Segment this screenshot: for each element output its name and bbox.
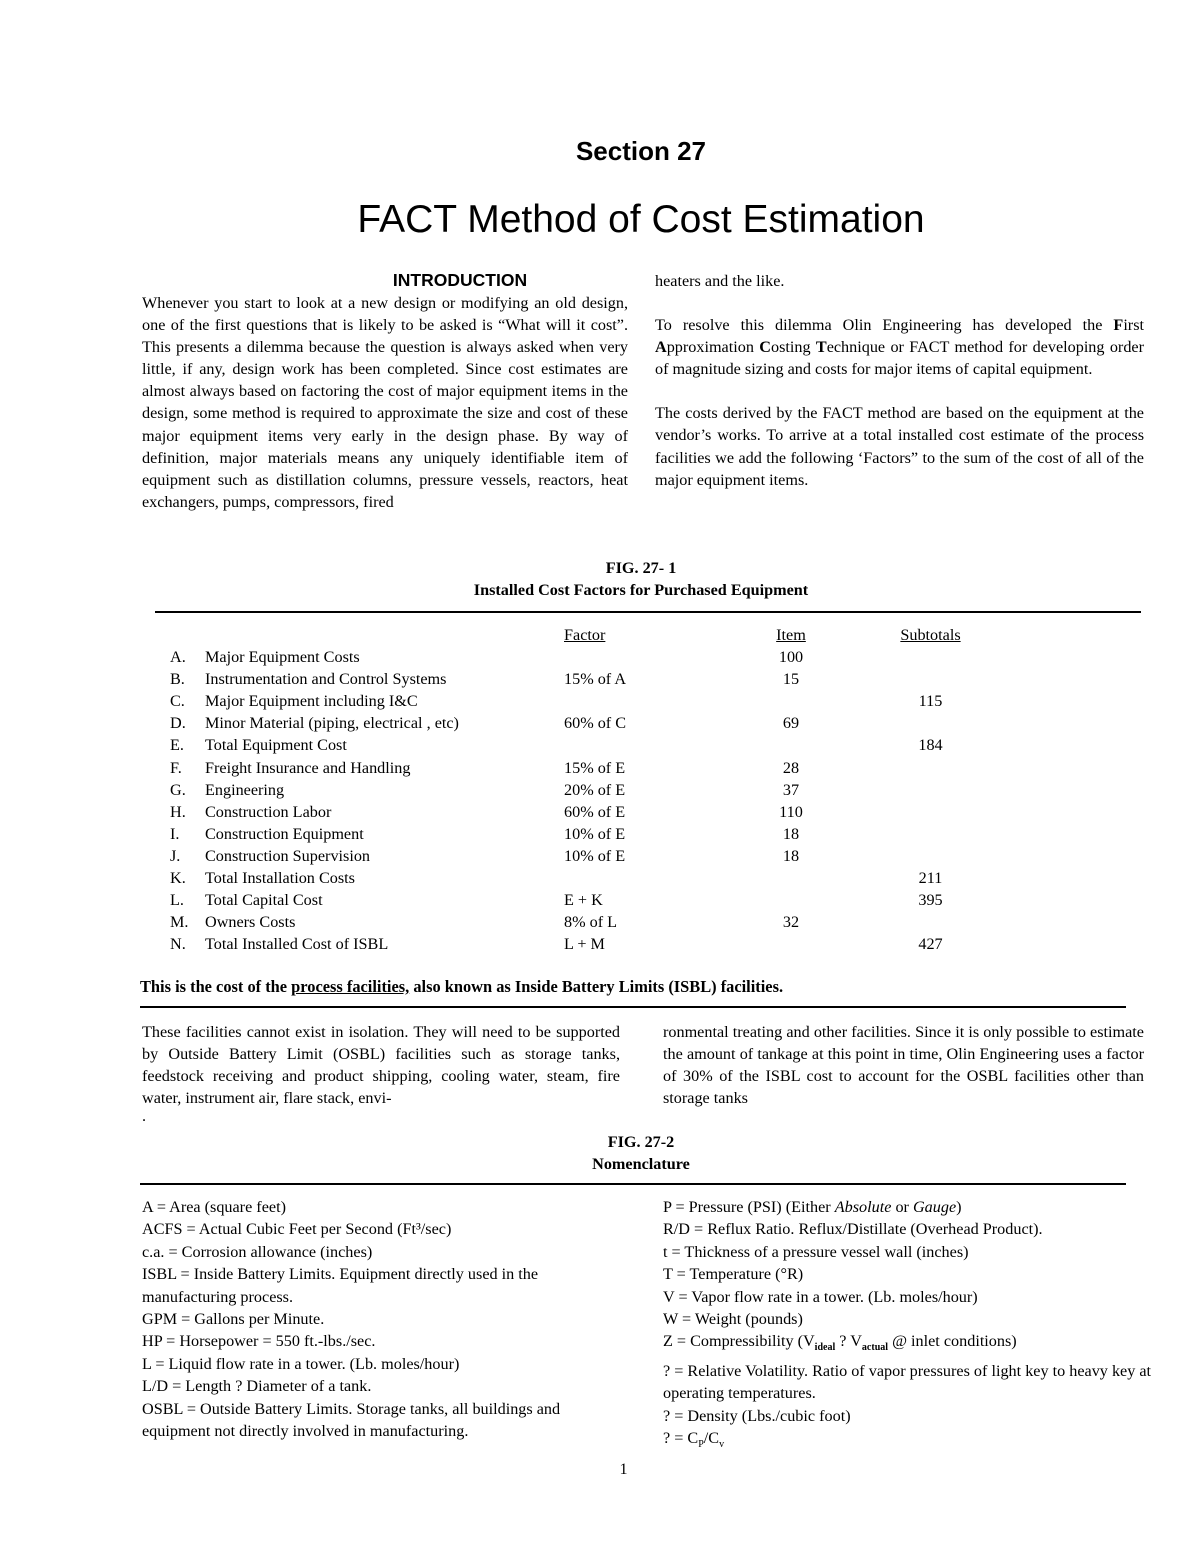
row-item: 110 xyxy=(779,802,803,821)
row-item: 18 xyxy=(782,824,800,843)
row-factor: 20% of E xyxy=(564,780,626,799)
osbl-right-column xyxy=(663,1021,1144,1109)
row-letter: L. xyxy=(170,891,184,910)
fig2-caption: Nomenclature xyxy=(592,1155,690,1173)
row-subtotal: 427 xyxy=(918,935,943,954)
acronym-word: pproximation xyxy=(666,338,760,357)
row-description: Construction Labor xyxy=(205,802,332,821)
row-description: Total Equipment Cost xyxy=(205,736,347,755)
nomenclature-entry: HP = Horsepower = 550 ft.-lbs./sec. xyxy=(142,1332,376,1351)
cost-row xyxy=(170,933,1130,955)
row-letter: A. xyxy=(170,648,186,667)
row-letter: I. xyxy=(170,824,180,843)
nomenclature-entry: GPM = Gallons per Minute. xyxy=(142,1310,325,1329)
paragraph-text: To resolve this dilemma Olin Engineering has developed the xyxy=(655,316,1114,335)
intro-continuation: heaters and the like. xyxy=(655,272,785,290)
fig1-top-rule xyxy=(155,611,1141,613)
subscript: actual xyxy=(861,1342,889,1354)
nomenclature-right-column xyxy=(663,1196,1153,1457)
nomenclature-entry: OSBL = Outside Battery Limits. Storage tanks, all buildings and equipment not directly involved in manufacturing. xyxy=(142,1399,561,1441)
factor-header: Factor xyxy=(564,626,606,644)
cost-row xyxy=(170,668,1130,690)
acronym-letter: C xyxy=(759,338,771,357)
nomenclature-entry-compressibility xyxy=(663,1330,1153,1360)
process-facilities-term: process facilities, xyxy=(291,977,410,996)
row-factor: 10% of E xyxy=(564,824,626,843)
nomenclature-entry: R/D = Reflux Ratio. Reflux/Distillate (Overhead Product). xyxy=(663,1220,1043,1239)
cost-row xyxy=(170,823,1130,845)
nomenclature-entry: V = Vapor flow rate in a tower. (Lb. moles/hour) xyxy=(663,1287,978,1306)
nomenclature-entry: T = Temperature (°R) xyxy=(663,1265,804,1284)
cost-row xyxy=(170,646,1130,668)
entry-text: ? = C xyxy=(663,1429,699,1448)
acronym-word: irst xyxy=(1123,316,1144,335)
nomenclature-entry: A = Area (square feet) xyxy=(142,1198,286,1216)
nomenclature-entry: t = Thickness of a pressure vessel wall (inches) xyxy=(663,1242,969,1261)
entry-text: ) xyxy=(956,1198,962,1216)
entry-text: P = Pressure (PSI) (Either xyxy=(663,1198,835,1216)
acronym-word: echnique xyxy=(826,338,886,357)
row-item: 15 xyxy=(782,670,800,689)
subscript: v xyxy=(719,1439,725,1451)
nomenclature-entry: c.a. = Corrosion allowance (inches) xyxy=(142,1242,373,1261)
row-factor: 60% of C xyxy=(564,714,627,733)
intro-heading: INTRODUCTION xyxy=(392,270,528,290)
cost-row xyxy=(170,779,1130,801)
paragraph-text: or FACT method for developing order of magnitude sizing and costs for major items of capital equipment. xyxy=(655,338,1144,379)
nomenclature-entry: ? = Density (Lbs./cubic foot) xyxy=(663,1406,851,1425)
acronym-letter: T xyxy=(815,338,827,357)
cost-row xyxy=(170,845,1130,867)
osbl-left-column xyxy=(142,1021,620,1126)
row-description: Construction Supervision xyxy=(205,846,371,865)
nomenclature-entry: L = Liquid flow rate in a tower. (Lb. moles/hour) xyxy=(142,1354,460,1373)
row-factor: L + M xyxy=(564,935,605,954)
row-letter: N. xyxy=(170,935,186,954)
row-factor: 60% of E xyxy=(564,802,626,821)
osbl-paragraph-left: These facilities cannot exist in isolation. They will need to be supported by Outside Battery Limit (OSBL) facilities such as storage tanks, feedstock receiving and product shipping, cooling water, steam, fire water, instrument air, flare stack, envi- xyxy=(142,1023,620,1108)
cost-row xyxy=(170,889,1130,911)
row-description: Owners Costs xyxy=(205,913,296,932)
isbl-note xyxy=(140,977,783,997)
acronym-word: osting xyxy=(770,338,816,357)
row-item: 69 xyxy=(782,714,800,733)
cost-row xyxy=(170,734,1130,756)
cost-row xyxy=(170,712,1130,734)
row-description: Major Equipment Costs xyxy=(205,648,360,667)
cost-row xyxy=(170,690,1130,712)
row-description: Instrumentation and Control Systems xyxy=(205,670,447,689)
row-letter: J. xyxy=(170,846,181,865)
row-description: Total Installation Costs xyxy=(205,869,355,888)
row-description: Minor Material (piping, electrical , etc) xyxy=(205,714,459,733)
nomenclature-entry: ISBL = Inside Battery Limits. Equipment directly used in the manufacturing process. xyxy=(142,1265,539,1306)
row-description: Major Equipment including I&C xyxy=(205,692,418,711)
row-factor: 8% of L xyxy=(564,913,618,932)
row-subtotal: 395 xyxy=(918,891,943,910)
row-subtotal: 184 xyxy=(918,736,943,755)
entry-text: or xyxy=(891,1198,913,1216)
nomenclature-entry: L/D = Length ? Diameter of a tank. xyxy=(142,1377,372,1396)
row-subtotal: 211 xyxy=(918,869,943,888)
subscript: ideal xyxy=(814,1342,836,1354)
nomenclature-left-column xyxy=(142,1196,628,1442)
row-factor: 10% of E xyxy=(564,846,626,865)
row-letter: K. xyxy=(170,869,186,888)
item-header: Item xyxy=(776,626,806,644)
entry-text: @ inlet conditions) xyxy=(888,1332,1017,1351)
cost-table-header xyxy=(170,624,1130,646)
nomenclature-entry-pressure xyxy=(663,1196,1153,1218)
entry-text: Z = Compressibility (V xyxy=(663,1332,815,1351)
row-letter: C. xyxy=(170,692,185,711)
nomenclature-entry: W = Weight (pounds) xyxy=(663,1310,803,1329)
note-text: This is the cost of the xyxy=(140,977,292,996)
section-label: Section 27 xyxy=(575,136,707,166)
nomenclature-entry-cp-cv xyxy=(663,1427,1153,1457)
intro-left-column xyxy=(142,292,628,513)
cost-row xyxy=(170,911,1130,933)
intro-right-column xyxy=(655,270,1144,491)
intro-paragraph-3: The costs derived by the FACT method are based on the equipment at the vendor’s works. To arrive at a total installed cost estimate of the process facilities we add the following ‘Factors” to the sum of the cost of all of the major equipment items. xyxy=(655,404,1144,489)
entry-text: ? V xyxy=(835,1332,862,1351)
absolute-term: Absolute xyxy=(834,1198,892,1216)
fig2-top-rule xyxy=(140,1183,1126,1185)
cost-table-body xyxy=(170,646,1130,955)
cost-row xyxy=(170,801,1130,823)
acronym-letter: F xyxy=(1113,316,1124,335)
row-letter: B. xyxy=(170,670,185,689)
intro-paragraph-1: Whenever you start to look at a new design or modifying an old design, one of the first questions that is likely to be asked is “What will it cost”. This presents a dilemma because the question is always asked when very little, if any, design work has been completed. Since cost estimates are almost always based on factoring the cost of major equipment items in the design, some method is required to approximate the size and cost of these major equipment items very early in the design phase. By way of definition, major materials means any uniquely identifiable item of equipment such as distillation columns, pressure vessels, reactors, heat exchangers, pumps, compressors, fired xyxy=(142,294,628,511)
row-letter: H. xyxy=(170,802,186,821)
osbl-trailing-dot: . xyxy=(142,1107,147,1126)
intro-paragraph-2 xyxy=(655,314,1144,380)
cost-factor-table xyxy=(170,624,1130,955)
row-description: Total Capital Cost xyxy=(205,891,323,910)
subscript: P xyxy=(698,1439,704,1451)
row-factor: E + K xyxy=(564,891,603,910)
row-factor: 15% of E xyxy=(564,758,626,777)
subtotal-header: Subtotals xyxy=(900,626,961,644)
row-description: Construction Equipment xyxy=(205,824,364,843)
fig2-label: FIG. 27-2 xyxy=(607,1133,675,1151)
row-description: Engineering xyxy=(205,780,285,799)
row-item: 100 xyxy=(778,648,804,667)
acronym-letter: A xyxy=(655,338,667,357)
row-item: 32 xyxy=(782,913,800,932)
row-description: Freight Insurance and Handling xyxy=(205,758,411,777)
row-letter: G. xyxy=(170,780,186,799)
fig1-caption: Installed Cost Factors for Purchased Equipment xyxy=(473,581,809,599)
entry-text: /C xyxy=(703,1429,720,1448)
fig1-label: FIG. 27- 1 xyxy=(605,559,677,577)
row-description: Total Installed Cost of ISBL xyxy=(205,935,389,954)
cost-row xyxy=(170,757,1130,779)
gauge-term: Gauge xyxy=(912,1198,957,1216)
row-item: 28 xyxy=(782,758,800,777)
page-title: FACT Method of Cost Estimation xyxy=(357,198,925,241)
nomenclature-entry: ? = Relative Volatility. Ratio of vapor pressures of light key to heavy key at operating temperatures. xyxy=(663,1362,1152,1403)
row-factor: 15% of A xyxy=(564,670,627,689)
isbl-rule xyxy=(140,1006,1126,1008)
note-text: also known as Inside Battery Limits (ISBL) facilities. xyxy=(409,977,784,996)
row-letter: F. xyxy=(170,758,182,777)
page-number: 1 xyxy=(619,1460,628,1478)
row-subtotal: 115 xyxy=(918,692,943,711)
row-letter: D. xyxy=(170,714,186,733)
row-item: 37 xyxy=(782,780,800,799)
cost-row xyxy=(170,867,1130,889)
row-item: 18 xyxy=(782,846,800,865)
nomenclature-entry: ACFS = Actual Cubic Feet per Second (Ft³/sec) xyxy=(142,1220,452,1239)
row-letter: E. xyxy=(170,736,184,755)
row-letter: M. xyxy=(170,913,189,932)
osbl-paragraph-right: ronmental treating and other facilities. Since it is only possible to estimate the amount of tankage at this point in time, Olin Engineering uses a factor of 30% of the ISBL cost to account for the OSBL facilities other than storage tanks xyxy=(663,1023,1144,1108)
